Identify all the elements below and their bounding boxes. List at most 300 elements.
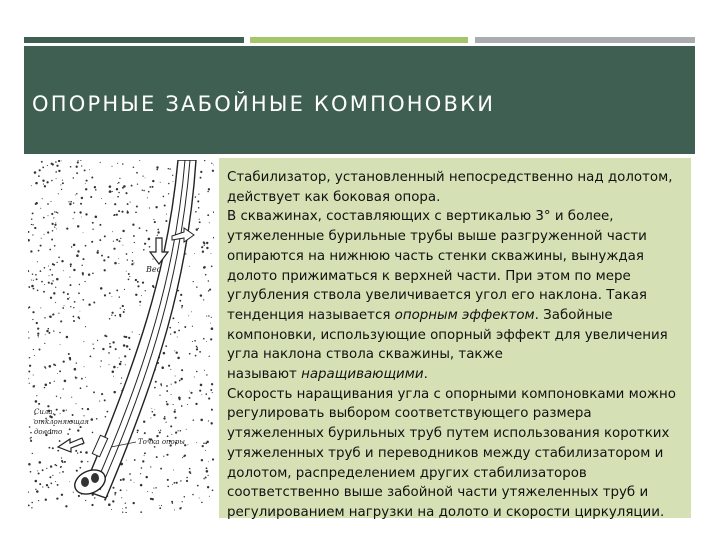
rock-speck <box>40 208 41 209</box>
rock-speck <box>35 400 38 403</box>
paragraph-build-rate: Скорость наращивания угла с опорными компоновками можно регулировать выбором соответствующего размера утяжеленных бурильных труб путем использования коротких утяжеленных труб и переводников между стабилизатором и долотом, распределением других стабилизаторов соответственно выше забойной части утяжеленных труб и регулированием нагрузки на долото и скорости циркуляции. <box>227 386 676 520</box>
rock-speck <box>104 499 106 501</box>
rock-speck <box>51 223 53 225</box>
rock-speck <box>45 499 47 501</box>
rock-speck <box>29 426 31 428</box>
rock-speck <box>206 247 208 249</box>
rock-speck <box>52 263 54 265</box>
rock-speck <box>46 330 48 332</box>
rock-speck <box>47 165 48 166</box>
rock-speck <box>44 284 45 285</box>
rock-speck <box>139 227 141 229</box>
rock-speck <box>73 320 75 322</box>
rock-speck <box>73 244 76 247</box>
rock-speck <box>81 165 82 166</box>
rock-speck <box>51 180 53 182</box>
rock-speck <box>109 318 111 320</box>
rock-speck <box>101 393 103 395</box>
rock-speck <box>60 344 61 345</box>
rock-speck <box>76 172 78 174</box>
rock-speck <box>85 326 86 327</box>
rock-speck <box>122 163 123 164</box>
rock-speck <box>36 395 37 396</box>
rock-speck <box>166 385 168 387</box>
rock-speck <box>113 248 115 250</box>
rock-speck <box>199 219 200 220</box>
rock-speck <box>173 470 174 471</box>
rock-speck <box>33 288 35 290</box>
bit-cone <box>91 473 99 483</box>
rock-speck <box>137 285 139 287</box>
rock-speck <box>73 307 74 308</box>
paragraph-building <box>227 365 683 385</box>
rock-speck <box>146 230 148 232</box>
rock-speck <box>145 178 146 179</box>
rock-speck <box>152 180 154 182</box>
rock-speck <box>88 273 90 275</box>
rock-speck <box>139 334 140 335</box>
rock-speck <box>66 228 68 230</box>
rock-speck <box>184 496 186 498</box>
rock-speck <box>190 392 192 394</box>
rock-speck <box>109 185 112 188</box>
rock-speck <box>211 317 212 318</box>
rock-speck <box>70 263 72 265</box>
rock-speck <box>179 380 181 382</box>
rock-speck <box>41 281 43 283</box>
rock-speck <box>160 182 161 183</box>
rock-speck <box>80 426 82 428</box>
rock-speck <box>81 217 82 218</box>
rock-speck <box>61 460 63 462</box>
rock-speck <box>142 281 144 283</box>
rock-speck <box>87 408 89 410</box>
rock-speck <box>53 364 55 366</box>
rock-speck <box>54 381 55 382</box>
rock-speck <box>69 297 70 298</box>
rock-speck <box>89 355 91 357</box>
rock-speck <box>201 459 203 461</box>
rock-speck <box>119 296 120 297</box>
rock-speck <box>69 203 71 205</box>
rock-speck <box>143 249 145 251</box>
rock-speck <box>124 289 125 290</box>
rock-speck <box>39 461 42 464</box>
rock-speck <box>37 328 39 330</box>
rock-speck <box>206 341 207 342</box>
rock-speck <box>78 160 79 161</box>
rock-speck <box>175 376 176 377</box>
rock-speck <box>37 470 38 471</box>
rock-speck <box>51 163 53 165</box>
rock-speck <box>131 185 133 187</box>
rock-speck <box>208 315 209 316</box>
rock-speck <box>85 500 86 501</box>
rock-speck <box>84 169 86 171</box>
rock-speck <box>210 338 212 340</box>
rock-speck <box>205 274 207 276</box>
rock-speck <box>48 487 50 489</box>
rock-speck <box>169 168 171 170</box>
rock-speck <box>79 211 81 213</box>
rock-speck <box>106 335 108 337</box>
rock-speck <box>199 498 200 499</box>
rock-speck <box>42 198 43 199</box>
rock-speck <box>118 192 120 194</box>
rock-speck <box>59 472 60 473</box>
rock-speck <box>114 492 116 494</box>
rock-speck <box>174 409 175 410</box>
rock-speck <box>64 380 67 383</box>
rock-speck <box>123 185 126 188</box>
rock-speck <box>118 210 120 212</box>
rock-speck <box>56 278 59 281</box>
rock-speck <box>47 215 48 216</box>
label-force-1: Сила, <box>34 408 55 416</box>
rock-speck <box>29 383 30 384</box>
rock-speck <box>136 205 138 207</box>
rock-speck <box>100 162 101 163</box>
label-force-3: долото <box>34 428 63 436</box>
rock-speck <box>59 440 61 442</box>
rock-speck <box>194 253 195 254</box>
rock-speck <box>93 302 95 304</box>
rock-speck <box>35 480 38 483</box>
rock-speck <box>156 456 158 458</box>
rock-speck <box>76 193 78 195</box>
rock-speck <box>166 403 168 405</box>
rock-speck <box>50 201 51 202</box>
rock-speck <box>58 256 60 258</box>
rock-speck <box>119 363 122 366</box>
rock-speck <box>117 183 118 184</box>
rock-speck <box>120 316 122 318</box>
rock-speck <box>38 175 40 177</box>
rock-speck <box>121 211 123 213</box>
rock-speck <box>112 500 114 502</box>
rock-speck <box>82 258 84 260</box>
rock-speck <box>51 274 53 276</box>
rock-speck <box>49 382 51 384</box>
rock-speck <box>60 466 62 468</box>
rock-speck <box>122 512 123 513</box>
rock-speck <box>78 292 80 294</box>
rock-speck <box>210 389 212 391</box>
rock-speck <box>49 476 51 478</box>
rock-speck <box>128 279 130 281</box>
rock-speck <box>132 260 134 262</box>
rock-speck <box>205 450 206 451</box>
rock-speck <box>211 163 212 164</box>
rock-speck <box>212 392 213 393</box>
bit-cone <box>81 477 89 487</box>
rock-speck <box>71 246 72 247</box>
rock-speck <box>136 172 138 174</box>
rock-speck <box>81 378 83 380</box>
rock-speck <box>165 220 167 222</box>
rock-speck <box>148 191 150 193</box>
rock-speck <box>74 368 77 371</box>
rock-speck <box>39 483 41 485</box>
rock-speck <box>56 165 58 167</box>
rock-speck <box>184 455 186 457</box>
rock-speck <box>92 229 93 230</box>
rock-speck <box>212 170 214 172</box>
rock-speck <box>198 194 199 195</box>
rock-speck <box>71 397 72 398</box>
rock-speck <box>64 461 66 463</box>
rock-speck <box>131 263 133 265</box>
rock-speck <box>92 432 94 434</box>
rock-speck <box>58 313 59 314</box>
paragraph-stabilizer: Стабилизатор, установленный непосредственно над долотом, действует как боковая опора. <box>227 170 673 205</box>
rock-speck <box>196 348 198 350</box>
rock-speck <box>28 371 30 373</box>
rock-speck <box>35 274 37 276</box>
rock-speck <box>128 273 130 275</box>
rock-speck <box>120 308 121 309</box>
rock-speck <box>48 282 50 284</box>
rock-speck <box>116 188 118 190</box>
rock-speck <box>141 295 142 296</box>
rock-speck <box>176 482 178 484</box>
rock-speck <box>32 212 34 214</box>
rock-speck <box>176 352 178 354</box>
rock-speck <box>42 486 43 487</box>
rock-speck <box>206 467 208 469</box>
rock-speck <box>70 306 71 307</box>
rock-speck <box>155 206 157 208</box>
rock-speck <box>95 189 97 191</box>
rock-speck <box>76 377 77 378</box>
rock-speck <box>43 234 44 235</box>
rock-speck <box>107 256 109 258</box>
rock-speck <box>46 181 48 183</box>
rock-speck <box>70 266 72 268</box>
rock-speck <box>101 360 102 361</box>
term-building: наращивающими <box>301 367 424 383</box>
rock-speck <box>115 348 117 350</box>
rock-speck <box>118 263 119 264</box>
rock-speck <box>168 168 169 169</box>
rock-speck <box>109 364 110 365</box>
rock-speck <box>79 467 81 469</box>
rock-speck <box>31 185 32 186</box>
rock-speck <box>169 327 171 329</box>
rock-speck <box>112 341 114 343</box>
rock-speck <box>152 259 153 260</box>
rock-speck <box>186 480 188 482</box>
rock-speck <box>36 278 38 280</box>
rock-speck <box>44 317 45 318</box>
rock-speck <box>56 396 57 397</box>
rock-speck <box>82 299 84 301</box>
rock-speck <box>171 434 172 435</box>
rock-speck <box>192 326 193 327</box>
rock-speck <box>125 192 127 194</box>
rock-speck <box>56 262 57 263</box>
rock-speck <box>55 171 57 173</box>
rock-speck <box>31 224 32 225</box>
rock-speck <box>207 191 208 192</box>
rock-speck <box>37 289 39 291</box>
rock-speck <box>207 214 209 216</box>
rock-speck <box>147 491 148 492</box>
rock-speck <box>69 481 70 482</box>
rock-speck <box>45 334 46 335</box>
rock-speck <box>75 195 76 196</box>
rock-speck <box>42 167 44 169</box>
rock-speck <box>55 161 57 163</box>
rock-speck <box>170 333 171 334</box>
rock-speck <box>52 447 54 449</box>
rock-speck <box>172 503 173 504</box>
rock-speck <box>56 497 58 499</box>
rock-speck <box>93 348 94 349</box>
rock-speck <box>163 456 164 457</box>
rock-speck <box>30 440 32 442</box>
rock-speck <box>209 356 210 357</box>
rock-speck <box>132 252 133 253</box>
rock-speck <box>59 332 61 334</box>
rock-speck <box>166 214 167 215</box>
rock-speck <box>149 186 151 188</box>
rock-speck <box>33 374 34 375</box>
rock-speck <box>155 381 157 383</box>
rock-speck <box>150 417 151 418</box>
rock-speck <box>122 478 125 481</box>
rock-speck <box>125 503 126 504</box>
rock-speck <box>159 395 160 396</box>
rock-speck <box>34 171 37 174</box>
rock-speck <box>104 269 106 271</box>
rock-speck <box>32 311 34 313</box>
rock-speck <box>122 305 124 307</box>
rock-speck <box>42 180 44 182</box>
rock-speck <box>161 385 162 386</box>
rock-speck <box>57 450 59 452</box>
rock-speck <box>56 178 57 179</box>
rock-speck <box>120 489 122 491</box>
rock-speck <box>118 182 119 183</box>
rock-speck <box>28 463 31 466</box>
rock-speck <box>208 461 209 462</box>
rock-speck <box>211 409 213 411</box>
rock-speck <box>96 418 98 420</box>
accent-bar-dark <box>24 37 244 43</box>
rock-speck <box>67 293 69 295</box>
rock-speck <box>196 442 197 443</box>
rock-speck <box>36 490 39 493</box>
rock-speck <box>69 428 71 430</box>
rock-speck <box>43 217 45 219</box>
rock-speck <box>200 384 203 387</box>
rock-speck <box>109 190 112 193</box>
rock-speck <box>177 357 180 360</box>
rock-speck <box>122 245 123 246</box>
rock-speck <box>49 365 52 368</box>
rock-speck <box>51 213 53 215</box>
rock-speck <box>74 301 76 303</box>
rock-speck <box>60 184 61 185</box>
rock-speck <box>49 275 50 276</box>
rock-speck <box>198 207 200 209</box>
rock-speck <box>178 330 180 332</box>
rock-speck <box>114 203 116 205</box>
rock-speck <box>55 481 56 482</box>
rock-speck <box>167 486 169 488</box>
rock-speck <box>106 411 108 413</box>
rock-speck <box>29 357 30 358</box>
rock-speck <box>174 482 176 484</box>
rock-speck <box>54 211 55 212</box>
rock-speck <box>123 311 125 313</box>
rock-speck <box>77 429 79 431</box>
rock-speck <box>195 211 197 213</box>
rock-speck <box>157 231 159 233</box>
rock-speck <box>47 231 49 233</box>
rock-speck <box>104 399 106 401</box>
rock-speck <box>56 228 57 229</box>
rock-speck <box>180 378 182 380</box>
rock-speck <box>31 507 32 508</box>
rock-speck <box>210 422 212 424</box>
rock-speck <box>186 477 188 479</box>
rock-speck <box>51 239 53 241</box>
rock-speck <box>200 294 202 296</box>
rock-speck <box>208 397 210 399</box>
rock-speck <box>164 416 165 417</box>
rock-speck <box>94 497 95 498</box>
rock-speck <box>44 387 45 388</box>
rock-speck <box>133 166 135 168</box>
rock-speck <box>33 349 34 350</box>
rock-speck <box>153 488 154 489</box>
rock-speck <box>134 482 135 483</box>
rock-speck <box>54 224 56 226</box>
rock-speck <box>48 332 50 334</box>
rock-speck <box>180 430 182 432</box>
rock-speck <box>103 259 105 261</box>
rock-speck <box>60 320 62 322</box>
rock-speck <box>195 355 197 357</box>
rock-speck <box>125 364 126 365</box>
rock-speck <box>53 330 54 331</box>
rock-speck <box>65 505 67 507</box>
rock-speck <box>156 435 158 437</box>
rock-speck <box>81 197 83 199</box>
rock-speck <box>142 460 144 462</box>
rock-speck <box>121 497 122 498</box>
rock-speck <box>60 397 61 398</box>
rock-speck <box>212 458 214 460</box>
text-run: В скважинах, составляющих с вертикалью 3° и более, утяжеленные бурильные трубы выше разгруженной части опираются на нижнюю часть стенки скважины, вынуждая долото прижиматься к верхней части. При этом по мере углубления ствола увеличивается угол его наклона. Такая тенденция называется <box>227 209 647 323</box>
rock-speck <box>61 189 62 190</box>
rock-speck <box>55 287 56 288</box>
rock-speck <box>178 322 179 323</box>
rock-speck <box>105 416 107 418</box>
rock-speck <box>201 394 202 395</box>
rock-speck <box>208 290 209 291</box>
rock-speck <box>130 202 131 203</box>
rock-speck <box>206 316 207 317</box>
rock-speck <box>111 296 112 297</box>
rock-speck <box>61 260 63 262</box>
rock-speck <box>160 383 162 385</box>
rock-speck <box>55 222 56 223</box>
rock-speck <box>163 352 166 355</box>
rock-speck <box>143 420 145 422</box>
